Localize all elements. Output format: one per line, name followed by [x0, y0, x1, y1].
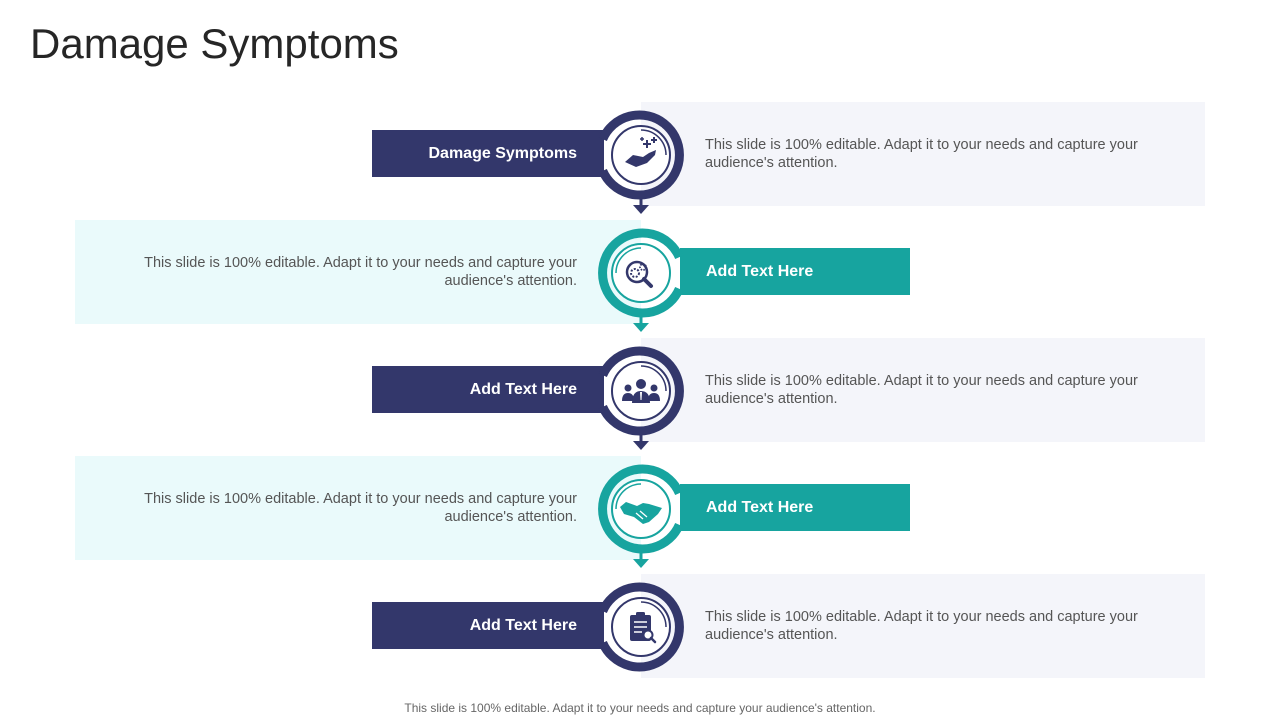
- step-row-3: [0, 338, 1280, 456]
- step-label: Add Text Here: [372, 602, 604, 649]
- footer-note: This slide is 100% editable. Adapt it to your needs and capture your audience's attention.: [404, 701, 876, 715]
- step-description: This slide is 100% editable. Adapt it to your needs and capture your audience's attention.: [144, 255, 577, 289]
- step-node: [593, 461, 689, 575]
- step-description: This slide is 100% editable. Adapt it to your needs and capture your audience's attention.: [705, 137, 1138, 171]
- step-description: This slide is 100% editable. Adapt it to your needs and capture your audience's attention.: [705, 373, 1138, 407]
- step-label: Add Text Here: [680, 484, 910, 531]
- step-row-4: [0, 456, 1280, 574]
- step-label: Add Text Here: [372, 366, 604, 413]
- step-description: This slide is 100% editable. Adapt it to your needs and capture your audience's attention.: [705, 609, 1138, 643]
- step-label: Damage Symptoms: [372, 130, 604, 177]
- step-node: [593, 579, 689, 693]
- step-node: [593, 343, 689, 457]
- step-row-5: [0, 574, 1280, 692]
- step-description: This slide is 100% editable. Adapt it to your needs and capture your audience's attention.: [144, 491, 577, 525]
- step-row-1: [0, 102, 1280, 220]
- step-node: [593, 225, 689, 339]
- page-title: Damage Symptoms: [30, 20, 399, 67]
- step-row-2: [0, 220, 1280, 338]
- step-node: [593, 107, 689, 221]
- step-label: Add Text Here: [680, 248, 910, 295]
